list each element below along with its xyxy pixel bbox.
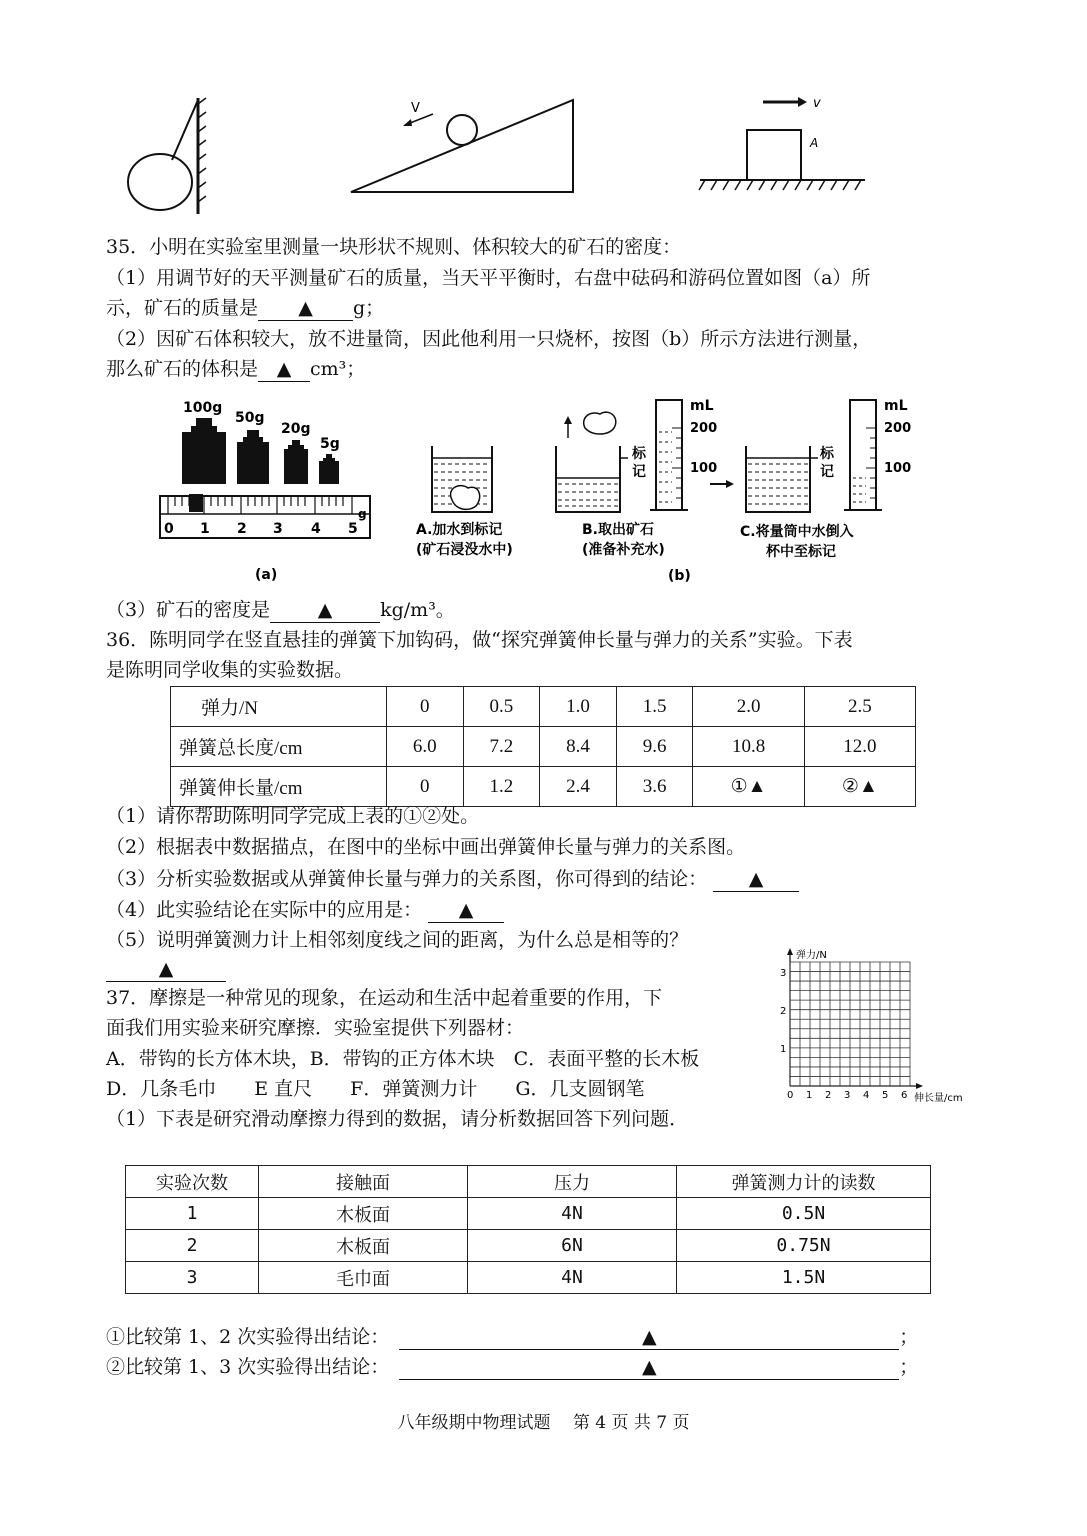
table-cell: 0 (387, 687, 464, 727)
table-header-cell: 压力 (468, 1166, 677, 1198)
ruler-tick-2: 2 (237, 521, 247, 537)
grid-y-tick-1: 1 (780, 1044, 787, 1055)
q36-stem-line1: 36．陈明同学在竖直悬挂的弹簧下加钩码，做“探究弹簧伸长量与弹力的关系”实验。下表 (106, 629, 853, 651)
q35-part3 (106, 598, 455, 623)
figure-a-balance-weights (155, 390, 380, 585)
beaker-b (556, 446, 620, 512)
table-cell: 2.0 (693, 687, 804, 727)
block-label: A (810, 136, 819, 150)
table-cell: 1.0 (540, 687, 617, 727)
table-cell: 弹簧伸长量/cm (171, 767, 387, 807)
table-cell: 0.75N (677, 1230, 931, 1262)
grid-x-tick-6: 6 (901, 1090, 908, 1101)
weights-group (182, 418, 339, 484)
table-cell: 6.0 (387, 727, 464, 767)
caption-step-c-1: C.将量筒中水倒入 (740, 524, 854, 540)
ruler-tick-1: 1 (200, 521, 210, 537)
caption-step-b-1: B.取出矿石 (582, 522, 654, 538)
weight-label-50g: 50g (235, 410, 265, 426)
mark-label-3: 标 (820, 446, 834, 462)
table-cell: 0.5 (463, 687, 540, 727)
q35-stem: 35．小明在实验室里测量一块形状不规则、体积较大的矿石的密度： (106, 236, 682, 258)
ore-rock-b (584, 412, 616, 434)
table-row (126, 1262, 931, 1294)
q35-part2-suffix: cm³； (310, 358, 366, 380)
grid-x-axis-label: 伸长量/cm (914, 1093, 963, 1104)
cylinder-2-100: 100 (884, 461, 912, 476)
table-cell: 10.8 (693, 727, 804, 767)
mark-label-4: 记 (820, 464, 834, 480)
velocity-label-right: v (813, 96, 821, 111)
grid-x-tick-0: 0 (787, 1090, 794, 1101)
table-cell: 木板面 (259, 1230, 468, 1262)
table-cell: 2 (126, 1230, 259, 1262)
weight-label-5g: 5g (320, 436, 340, 452)
mark-label-2: 记 (632, 464, 646, 480)
grid-y-axis-label: 弹力/N (796, 950, 827, 961)
caption-step-a-2: (矿石浸没水中) (416, 542, 513, 558)
caption-step-a-1: A.加水到标记 (416, 522, 503, 538)
table-cell: 0.5N (677, 1198, 931, 1230)
q35-part2-line1: （2）因矿石体积较大，放不进量筒，因此他利用一只烧杯，按图（b）所示方法进行测量， (106, 328, 872, 350)
ruler-tick-4: 4 (311, 521, 321, 537)
conclusion-2-blank[interactable] (399, 1355, 899, 1380)
q36-part1: （1）请你帮助陈明同学完成上表的①②处。 (106, 805, 480, 827)
conclusion-1-blank[interactable] (399, 1325, 899, 1350)
table-cell: 4N (468, 1262, 677, 1294)
rider-slider (189, 494, 203, 512)
grid-x-tick-4: 4 (863, 1090, 870, 1101)
table-row (171, 727, 916, 767)
cylinder-2-unit: mL (884, 398, 908, 414)
cylinder-1-200: 200 (690, 421, 718, 436)
answer-cell-1[interactable]: ①▲ (693, 767, 804, 807)
incline-figure (345, 92, 580, 197)
table-header-cell: 接触面 (259, 1166, 468, 1198)
q35-part1-prefix: 示，矿石的质量是 (106, 297, 259, 319)
q36-part4 (106, 898, 504, 923)
q36-part3-text: （3）分析实验数据或从弹簧伸长量与弹力的关系图，你可得到的结论： (106, 868, 708, 890)
q35-part1-suffix: g； (353, 297, 385, 319)
table-cell: 9.6 (616, 727, 693, 767)
ruler-tick-3: 3 (273, 521, 283, 537)
beaker-c (746, 446, 810, 512)
q37-line3: A．带钩的长方体木块，B．带钩的正方体木块 C．表面平整的长木板 (106, 1048, 700, 1070)
ruler-unit: g (358, 507, 367, 521)
q36-part5: （5）说明弹簧测力计上相邻刻度线之间的距离，为什么总是相等的？ (106, 929, 689, 951)
force-extension-grid (770, 940, 975, 1105)
q36-part2: （2）根据表中数据描点，在图中的坐标中画出弹簧伸长量与弹力的关系图。 (106, 836, 746, 858)
answer-mark: ▲ (748, 868, 764, 890)
answer-mark: ▲ (276, 358, 292, 380)
measuring-cylinder-1 (656, 400, 682, 510)
q35-part3-suffix: kg/m³。 (380, 599, 455, 621)
block-figure (695, 92, 870, 197)
q36-part4-text: （4）此实验结论在实际中的应用是： (106, 899, 423, 921)
q35-part2-prefix: 那么矿石的体积是 (106, 358, 259, 380)
page-footer: 八年级期中物理试题 第 4 页 共 7 页 (397, 1413, 690, 1433)
table-cell: 弹簧总长度/cm (171, 727, 387, 767)
grid-y-tick-2: 2 (780, 1006, 787, 1017)
answer-mark: ▲ (641, 1356, 657, 1378)
table-cell: 8.4 (540, 727, 617, 767)
q37-conclusion-1 (106, 1325, 918, 1350)
table-row (171, 687, 916, 727)
caption-step-b-2: (准备补充水) (582, 542, 665, 558)
grid-x-tick-5: 5 (882, 1090, 889, 1101)
table-cell: 弹力/N (171, 687, 387, 727)
conclusion-2-label: ②比较第 1、3 次实验得出结论： (106, 1356, 390, 1378)
table-cell: 6N (468, 1230, 677, 1262)
pendulum-figure (120, 92, 210, 220)
q35-part1-line1: （1）用调节好的天平测量矿石的质量，当天平平衡时，右盘中砝码和游码位置如图（a）所 (106, 267, 871, 289)
table-cell: 3.6 (616, 767, 693, 807)
ore-rock-a (451, 486, 480, 510)
friction-data-table (125, 1165, 931, 1294)
cylinder-1-unit: mL (690, 398, 714, 414)
q36-stem-line2: 是陈明同学收集的实验数据。 (106, 659, 354, 681)
q37-conclusion-2 (106, 1355, 918, 1380)
weight-label-100g: 100g (183, 400, 223, 416)
q37-line4: D．几条毛巾 E 直尺 F．弹簧测力计 G．几支圆钢笔 (106, 1078, 645, 1100)
weight-label-20g: 20g (281, 421, 311, 437)
table-cell: 毛巾面 (259, 1262, 468, 1294)
mass-answer-blank[interactable] (258, 296, 353, 321)
table-cell: 木板面 (259, 1198, 468, 1230)
q37-line1: 37．摩擦是一种常见的现象，在运动和生活中起着重要的作用，下 (106, 987, 663, 1009)
table-cell: 4N (468, 1198, 677, 1230)
figure-b-caption: (b) (668, 568, 691, 584)
ruler-tick-0: 0 (164, 521, 174, 537)
mark-label-1: 标 (632, 446, 646, 462)
q37-line2: 面我们用实验来研究摩擦．实验室提供下列器材： (106, 1017, 525, 1039)
answer-mark: ▲ (641, 1326, 657, 1348)
q35-part1-line2 (106, 296, 384, 321)
velocity-label-left: V (411, 101, 420, 116)
ruler-tick-5: 5 (348, 521, 358, 537)
answer-cell-2[interactable]: ②▲ (804, 767, 915, 807)
table-header-cell: 弹簧测力计的读数 (677, 1166, 931, 1198)
table-cell: 0 (387, 767, 464, 807)
table-cell: 2.4 (540, 767, 617, 807)
table-cell: 3 (126, 1262, 259, 1294)
density-answer-blank[interactable] (270, 598, 380, 623)
answer-mark: ▲ (158, 958, 174, 980)
semicolon: ； (899, 1326, 919, 1348)
conclusion-1-label: ①比较第 1、2 次实验得出结论： (106, 1326, 390, 1348)
table-row (171, 767, 916, 807)
table-cell: 1.5 (616, 687, 693, 727)
table-cell: 1.5N (677, 1262, 931, 1294)
volume-answer-blank[interactable] (258, 357, 310, 382)
q37-part1: （1）下表是研究滑动摩擦力得到的数据，请分析数据回答下列问题． (106, 1108, 689, 1130)
grid-y-tick-3: 3 (780, 968, 787, 979)
cylinder-2-200: 200 (884, 421, 912, 436)
table-row (126, 1198, 931, 1230)
q35-part2-line2 (106, 357, 365, 382)
table-cell: 7.2 (463, 727, 540, 767)
table-cell: 12.0 (804, 727, 915, 767)
q35-part3-prefix: （3）矿石的密度是 (106, 599, 271, 621)
conclusion-answer-blank[interactable] (713, 867, 799, 892)
answer-mark: ▲ (458, 899, 474, 921)
caption-step-c-2: 杯中至标记 (766, 544, 836, 560)
figure-a-caption: (a) (255, 567, 278, 583)
grid-x-tick-1: 1 (806, 1090, 813, 1101)
spring-data-table (170, 686, 916, 807)
semicolon: ； (899, 1356, 919, 1378)
reason-answer-blank[interactable] (106, 957, 226, 982)
table-cell: 1 (126, 1198, 259, 1230)
figure-b-volume-method (410, 388, 925, 586)
application-answer-blank[interactable] (428, 898, 504, 923)
answer-mark: ▲ (317, 599, 333, 621)
grid-x-tick-3: 3 (844, 1090, 851, 1101)
q36-part3 (106, 867, 799, 892)
table-header-row (126, 1166, 931, 1198)
grid-x-tick-2: 2 (825, 1090, 832, 1101)
q36-part5-answer (106, 957, 226, 982)
table-cell: 2.5 (804, 687, 915, 727)
table-row (126, 1230, 931, 1262)
table-cell: 1.2 (463, 767, 540, 807)
table-header-cell: 实验次数 (126, 1166, 259, 1198)
answer-mark: ▲ (298, 297, 313, 319)
cylinder-1-100: 100 (690, 461, 718, 476)
